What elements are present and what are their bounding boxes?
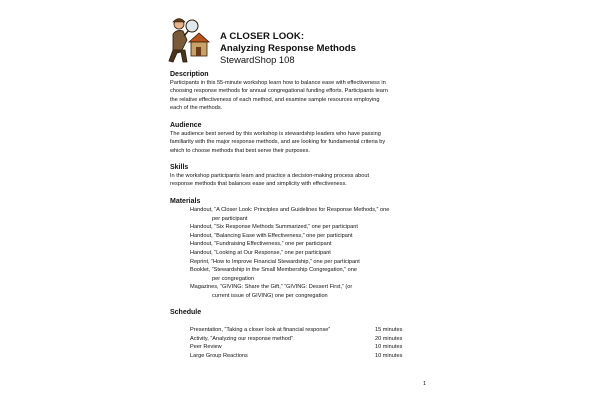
table-row <box>190 343 410 352</box>
list-item: Handout, “Six Response Methods Summarized,” one per participant <box>190 224 358 231</box>
schedule-heading: Schedule <box>170 309 202 316</box>
schedule-table <box>190 326 410 360</box>
schedule-activity: Activity, “Analyzing our response method” <box>190 335 293 342</box>
description-line: each of the methods. <box>170 105 223 112</box>
list-item-continuation: per participant <box>212 215 248 222</box>
schedule-activity: Large Group Reactions <box>190 352 248 359</box>
table-row <box>190 335 410 344</box>
description-line: the relative effectiveness of each method, and examine sample resources employing <box>170 96 380 103</box>
skills-body <box>170 172 432 189</box>
list-item: Booklet, “Stewardship in the Small Membership Congregation,” one <box>190 267 357 274</box>
doc-title-line2: Analyzing Response Methods <box>220 43 356 54</box>
workman-with-magnifier-icon <box>163 12 218 65</box>
skills-line: response methods that balances ease and simplicity with effectiveness. <box>170 181 347 188</box>
schedule-duration: 20 minutes <box>375 335 403 342</box>
list-item: Handout, “A Closer Look: Principles and Guidelines for Response Methods,” one <box>190 207 390 213</box>
doc-subtitle: StewardShop 108 <box>220 54 295 65</box>
table-row <box>190 326 410 335</box>
audience-line: which to choose methods that best serve their purposes. <box>170 147 310 154</box>
page-number: 1 <box>423 381 427 387</box>
audience-line: The audience best served by this workshop is stewardship leaders who have passing <box>170 131 381 137</box>
schedule-duration: 10 minutes <box>375 352 403 359</box>
description-body <box>170 79 432 113</box>
schedule-activity: Peer Review <box>190 344 222 351</box>
list-item: Magazines, “GIVING: Share the Gift,” “GIVING: Dessert First,” (or <box>190 284 353 291</box>
list-item: Handout, “Looking at Our Response,” one per participant <box>190 249 331 256</box>
audience-body <box>170 130 432 155</box>
list-item: Handout, “Fundraising Effectiveness,” one per participant <box>190 241 332 248</box>
audience-heading: Audience <box>170 122 202 129</box>
materials-list <box>190 206 389 301</box>
materials-heading: Materials <box>170 198 201 205</box>
schedule-duration: 10 minutes <box>375 344 403 351</box>
skills-line: In the workshop participants learn and practice a decision-making process about <box>170 173 369 179</box>
list-item: Handout, “Balancing Ease with Effectiveness,” one per participant <box>190 232 353 239</box>
description-heading: Description <box>170 71 209 78</box>
description-line: Participants in this 55-minute workshop learn how to balance ease with effectiveness in <box>170 80 386 86</box>
skills-heading: Skills <box>170 164 189 171</box>
list-item-continuation: current issue of GIVING) one per congregation <box>212 292 328 299</box>
table-row <box>190 352 410 361</box>
audience-line: familiarity with the major response methods, and are looking for fundamental criteria by <box>170 139 386 146</box>
doc-title-line1: A CLOSER LOOK: <box>220 31 305 42</box>
list-item-continuation: per congregation <box>212 275 254 282</box>
description-line: choosing response methods for annual congregational funding efforts. Participants learn <box>170 88 388 95</box>
schedule-activity: Presentation, “Taking a closer look at financial response” <box>190 327 331 333</box>
list-item: Reprint, “How to Improve Financial Stewardship,” one per participant <box>190 258 360 265</box>
schedule-duration: 15 minutes <box>375 327 403 333</box>
